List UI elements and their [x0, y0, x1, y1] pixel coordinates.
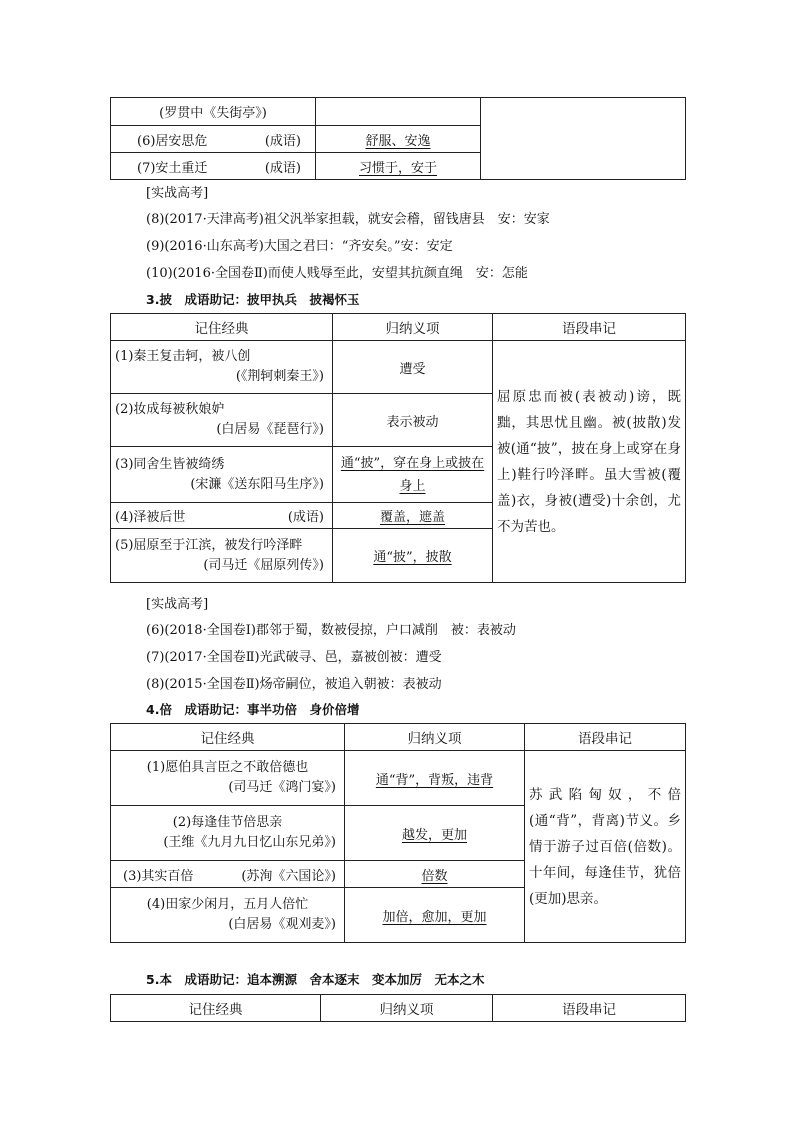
meaning-cell: 表示被动: [333, 394, 493, 447]
example-text: (4)泽被后世: [115, 510, 186, 525]
table-row: [111, 98, 686, 126]
chain-cell: [481, 98, 686, 180]
example-cell: [111, 341, 333, 394]
meaning-cell: [316, 126, 481, 153]
example-cell: [111, 751, 345, 806]
exam-line: (9)(2016·山东高考)大国之君曰：“齐安矣。”安：安定: [146, 239, 453, 254]
example-source: (司马迁《鸿门宴》): [228, 780, 336, 795]
section-heading: 5.本 成语助记：追本溯源 舍本逐末 变本加厉 无本之木: [146, 972, 485, 987]
meaning-cell: 遭受: [333, 341, 493, 394]
example-source: (白居易《琵琶行》): [216, 422, 324, 437]
header-col2: 归纳义项: [333, 314, 493, 341]
example-text: (5)屈原至于江滨，被发行吟泽畔: [115, 537, 303, 553]
meaning-cell: [316, 98, 481, 126]
example-cell: [111, 806, 345, 861]
item-text: (6)居安思危: [137, 133, 208, 149]
item-text: (7)安土重迁: [137, 160, 208, 176]
meaning-text: 越发，更加: [401, 827, 467, 843]
header-col3: 语段串记: [493, 314, 686, 341]
example-source: (宋濂《送东阳马生序》): [190, 476, 324, 492]
example-text: (3)同舍生皆被绮绣: [115, 456, 225, 472]
example-text: (2)每逢佳节倍思亲: [172, 815, 283, 830]
exam-line: (8)(2017·天津高考)祖父汎举家担载，就安会稽，留钱唐县 安：安家: [146, 212, 550, 227]
example-text: (2)妆成每被秋娘妒: [115, 402, 225, 417]
header-col1: 记住经典: [111, 995, 321, 1022]
section-heading: 4.倍 成语助记：事半功倍 身价倍增: [146, 702, 360, 717]
meaning-text: 倍数: [421, 868, 448, 884]
table-header-row: [111, 724, 686, 751]
table-header-row: [111, 995, 686, 1022]
meaning-text: 通“背”，背叛，违背: [375, 772, 494, 788]
table-row: [111, 751, 686, 806]
header-col1: 记住经典: [111, 314, 333, 341]
section-heading: 3.披 成语助记：披甲执兵 披褐怀玉: [146, 292, 360, 307]
meaning-cell: [333, 503, 493, 529]
example-source: (白居易《观刈麦》): [228, 917, 336, 932]
example-cell: [111, 394, 333, 447]
meaning-cell: [345, 806, 525, 861]
example-text: (1)秦王复击轲，被八创: [115, 349, 251, 364]
meaning-text: 覆盖，遮盖: [379, 510, 445, 525]
example-cell: [111, 888, 345, 943]
vocab-table-ben: [110, 994, 686, 1022]
example-text: (3)其实百倍: [123, 868, 194, 884]
example-source: (苏洵《六国论》): [241, 868, 336, 884]
table-row: [111, 341, 686, 394]
exam-label: [实战高考]: [146, 186, 209, 201]
meaning-cell: [345, 888, 525, 943]
vocab-table-bei: [110, 723, 686, 943]
example-text: (1)愿伯具言臣之不敢倍德也: [146, 760, 309, 775]
meaning-cell: [345, 751, 525, 806]
source-cell: (罗贯中《失街亭》): [111, 98, 316, 126]
exam-label: [实战高考]: [146, 597, 209, 612]
vocab-table-pi: [110, 313, 686, 583]
header-col3: 语段串记: [525, 724, 686, 751]
header-col3: 语段串记: [493, 995, 686, 1022]
item-source: (成语): [264, 160, 301, 176]
example-source: (司马迁《屈原列传》): [203, 557, 324, 573]
example-source: (《荆轲刺秦王》): [235, 369, 324, 384]
meaning-text: 通“披”，披散: [373, 550, 452, 565]
meaning-cell: [333, 529, 493, 583]
header-col2: 归纳义项: [345, 724, 525, 751]
item-cell: [111, 126, 316, 153]
example-source: (王维《九月九日忆山东兄弟》): [163, 835, 336, 850]
example-source: (成语): [287, 510, 324, 525]
meaning-text: 舒服、安逸: [365, 133, 431, 149]
example-cell: [111, 447, 333, 503]
exam-line: (6)(2018·全国卷Ⅰ)郡邻于蜀，数被侵掠，户口减削 被：表被动: [146, 623, 516, 638]
exam-line: (10)(2016·全国卷Ⅱ)而使人贱辱至此，安望其抗颜直绳 安：怎能: [146, 266, 528, 281]
header-col1: 记住经典: [111, 724, 345, 751]
table-header-row: [111, 314, 686, 341]
chain-cell: 屈原忠而被(表被动)谤，既黜，其思忧且幽。被(披散)发被(通“披”，披在身上或穿在身上)鞋行吟泽畔。虽大雪被(覆盖)衣，身被(遭受)十余创，尤不为苦也。: [493, 341, 686, 583]
meaning-cell: [333, 447, 493, 503]
exam-line: (8)(2015·全国卷Ⅱ)炀帝嗣位，被追入朝被：表被动: [146, 677, 442, 692]
example-text: (4)田家少闲月，五月人倍忙: [146, 897, 309, 912]
example-cell: [111, 529, 333, 583]
meaning-text: 习惯于，安于: [358, 160, 437, 176]
example-cell: [111, 861, 345, 888]
exam-line: (7)(2017·全国卷Ⅱ)光武破寻、邑，嘉被创被：遭受: [146, 650, 442, 665]
top-table: [110, 97, 686, 180]
meaning-cell: [345, 861, 525, 888]
item-source: (成语): [264, 133, 301, 149]
header-col2: 归纳义项: [321, 995, 493, 1022]
item-cell: [111, 153, 316, 180]
meaning-text: 加倍，愈加，更加: [382, 909, 487, 925]
meaning-text: 通“披”，穿在身上或披在身上: [340, 455, 485, 494]
example-cell: [111, 503, 333, 529]
chain-cell: 苏武陷匈奴，不倍(通“背”，背离)节义。乡情于游子过百倍(倍数)。十年间，每逢佳节，犹倍(更加)思亲。: [525, 751, 686, 943]
meaning-cell: [316, 153, 481, 180]
